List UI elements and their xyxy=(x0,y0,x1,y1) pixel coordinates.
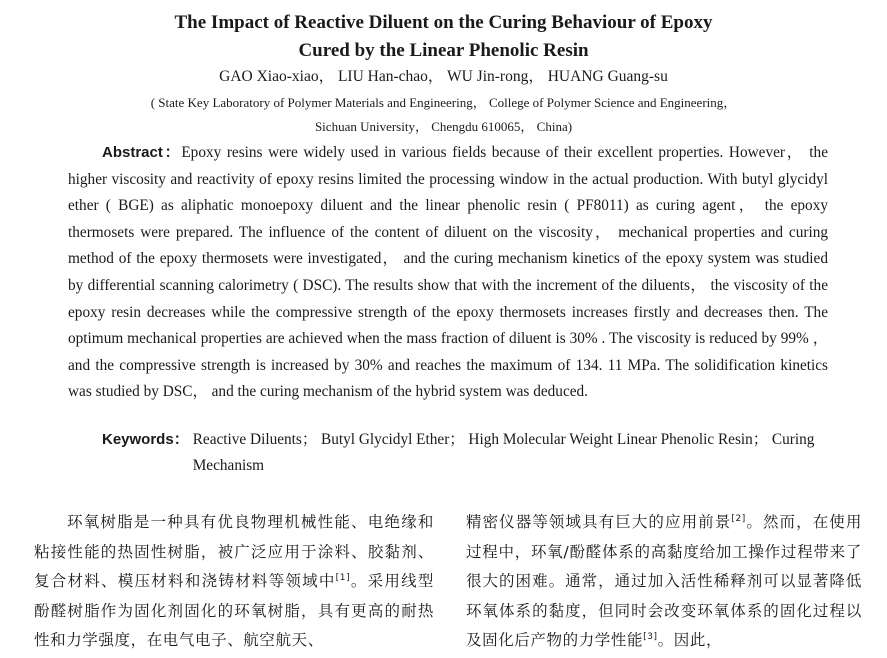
abstract-text: Epoxy resins were widely used in various fields because of their excellent properties. However， the higher viscosity and reactivity of epoxy resins limited the processing window in the actual production. With butyl glycidyl ether ( BGE) as aliphatic monoepoxy diluent and the linear phenolic resin ( PF8011) as curing agent， the epoxy thermosets were prepared. The influence of the content of diluent on the viscosity， mechanical properties and curing method of the epoxy thermosets were investigated， and the curing mechanism kinetics of the epoxy system was studied by differential scanning calorimetry ( DSC). The results show that with the increment of the diluents， the viscosity of the epoxy resin decreases while the compressive strength of the epoxy thermosets increases firstly and decreases then. The optimum mechanical properties are achieved when the mass fraction of diluent is 30% . The viscosity is reduced by 99% ， and the compressive strength is increased by 30% and reaches the maximum of 134. 11 MPa. The solidification kinetics was studied by DSC， and the curing mechanism of the hybrid system was deduced. xyxy=(68,144,828,401)
body-right-text-3: 。因此， xyxy=(657,631,723,649)
paper-title-line-2: Cured by the Linear Phenolic Resin xyxy=(298,40,589,61)
keywords-text: Reactive Diluents； Butyl Glycidyl Ether； High Molecular Weight Linear Phenolic Resin； Curing Mechanism xyxy=(192,431,815,474)
body-left-text-1: 环氧树脂是一种具有优良物理机械性能、电绝缘和粘接性能的热固性树脂，被广泛应用于涂料、胶黏剂、复合材料、模压材料和浇铸材料等领域中 xyxy=(34,513,434,590)
body-column-right xyxy=(466,508,862,656)
affiliation-line-1: ( State Key Laboratory of Polymer Materials and Engineering， College of Polymer Science and Engineering， xyxy=(150,95,737,110)
abstract-section xyxy=(68,140,828,406)
affiliation-line-2: Sichuan University， Chengdu 610065， China) xyxy=(314,119,573,134)
body-paragraph-continued xyxy=(466,508,862,656)
citation-ref-1[interactable]: [1] xyxy=(335,572,351,583)
abstract-paragraph xyxy=(68,140,828,406)
keywords-label: Keywords： xyxy=(102,431,189,448)
citation-ref-3[interactable]: [3] xyxy=(643,631,658,642)
body-right-text-1: 精密仪器等领域具有巨大的应用前景 xyxy=(466,513,732,531)
abstract-label: Abstract： xyxy=(102,144,182,161)
body-right-text-2: 。然而，在使用过程中，环氧/酚醛体系的高黏度给加工操作过程带来了很大的困难。通常，通过加入活性稀释剂可以显著降低环氧体系的黏度，但同时会改变环氧体系的固化过程以及固化后产物的力学性能 xyxy=(466,513,862,649)
author-list: GAO Xiao-xiao， LIU Han-chao， WU Jin-rong， HUANG Guang-su xyxy=(219,68,668,85)
body-left-text-2: 。采用线型酚醛树脂作为固化剂固化的环氧树脂，具有更高的耐热性和力学强度，在电气电子、航空航天、 xyxy=(34,572,434,649)
body-column-left xyxy=(34,508,434,656)
paper-title-line-1: The Impact of Reactive Diluent on the Curing Behaviour of Epoxy xyxy=(174,12,713,33)
citation-ref-2[interactable]: [2] xyxy=(731,513,746,524)
keywords-section xyxy=(102,427,830,479)
body-paragraph xyxy=(34,508,434,656)
